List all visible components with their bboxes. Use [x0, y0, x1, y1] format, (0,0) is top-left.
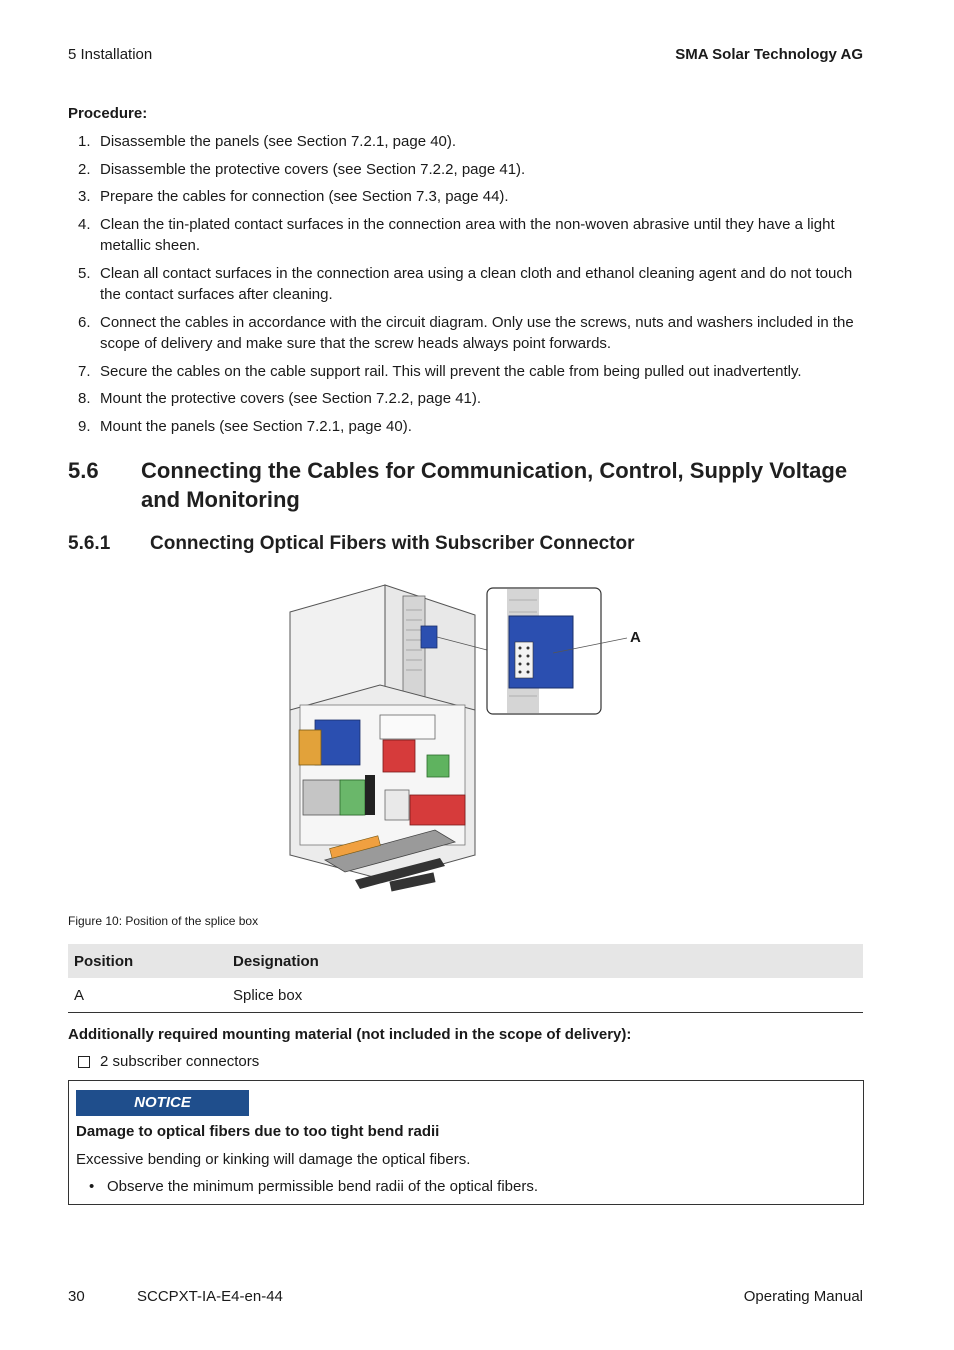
orange-relay — [299, 730, 321, 765]
material-item-text: 2 subscriber connectors — [100, 1053, 260, 1070]
callout-label: A — [630, 629, 641, 646]
procedure-step — [68, 388, 868, 410]
footer-page-number: 30 — [68, 1288, 85, 1305]
splice-box-small — [421, 626, 437, 648]
procedure-step — [68, 361, 868, 383]
red-breaker-lower — [410, 795, 465, 825]
step-number: 4. — [78, 215, 91, 233]
notice-badge: NOTICE — [76, 1090, 249, 1116]
footer-doc-id: SCCPXT-IA-E4-en-44 — [137, 1288, 283, 1305]
header-section: 5 Installation — [68, 46, 153, 63]
cabinet-illustration — [285, 580, 655, 900]
header-company: SMA Solar Technology AG — [675, 46, 863, 63]
step-text: Disassemble the protective covers (see Section 7.2.2, page 41). — [100, 160, 526, 178]
procedure-step — [68, 186, 868, 208]
din-rail-block — [385, 790, 409, 820]
step-number: 7. — [78, 362, 91, 380]
notice-box — [68, 1080, 864, 1205]
cell-designation: Splice box — [227, 978, 863, 1013]
notice-text: Excessive bending or kinking will damage the optical fibers. — [76, 1151, 471, 1168]
bullet-icon: • — [89, 1178, 95, 1195]
column-header-position: Position — [68, 944, 227, 978]
procedure-step — [68, 214, 868, 257]
footer-manual: Operating Manual — [743, 1288, 863, 1305]
procedure-step — [68, 131, 868, 153]
procedure-step — [68, 159, 868, 181]
step-number: 6. — [78, 313, 91, 331]
step-number: 3. — [78, 188, 91, 205]
position-table — [68, 944, 863, 1013]
step-text: Clean the tin-plated contact surfaces in the connection area with the non-woven abrasive until they have a light metallic sheen. — [100, 215, 835, 254]
step-text: Disassemble the panels (see Section 7.2.1, page 40). — [100, 133, 457, 150]
step-text: Mount the protective covers (see Section 7.2.2, page 41). — [100, 390, 482, 407]
step-text: Prepare the cables for connection (see Section 7.3, page 44). — [100, 188, 509, 205]
table-header-row — [68, 944, 863, 978]
subsection-number: 5.6.1 — [68, 533, 111, 554]
procedure-steps — [68, 131, 868, 443]
additional-material-title: Additionally required mounting material (not included in the scope of delivery): — [68, 1026, 632, 1043]
subsection-title: Connecting Optical Fibers with Subscriber Connector — [150, 533, 635, 554]
procedure-step — [68, 263, 868, 306]
column-header-designation: Designation — [227, 944, 863, 978]
step-number: 8. — [78, 390, 91, 407]
green-terminals — [427, 755, 449, 777]
splice-box-figure — [285, 580, 655, 900]
table-row — [68, 978, 863, 1013]
procedure-step — [68, 416, 868, 438]
cell-position: A — [68, 978, 227, 1013]
step-number: 2. — [78, 160, 91, 178]
section-number: 5.6 — [68, 458, 99, 483]
procedure-title: Procedure: — [68, 105, 148, 122]
red-breaker-upper — [383, 740, 415, 772]
label-plate — [380, 715, 435, 739]
step-number: 9. — [78, 417, 91, 435]
blue-contactor — [315, 720, 360, 765]
section-title: Connecting the Cables for Communication, Control, Supply Voltage and Monitoring — [141, 458, 848, 512]
procedure-step — [68, 312, 868, 355]
step-text: Secure the cables on the cable support rail. This will prevent the cable from being pulled out inadvertently. — [100, 362, 802, 380]
figure-caption: Figure 10: Position of the splice box — [68, 914, 259, 928]
notice-bullet — [89, 1178, 538, 1195]
step-number: 1. — [78, 133, 91, 150]
notice-title: Damage to optical fibers due to too tight bend radii — [76, 1123, 440, 1140]
checkbox-icon — [78, 1056, 90, 1068]
material-checklist-item — [78, 1053, 259, 1070]
step-text: Clean all contact surfaces in the connection area using a clean cloth and ethanol cleaning agent and do not touch the contact surfaces after cleaning. — [100, 264, 853, 303]
notice-bullet-text: Observe the minimum permissible bend radii of the optical fibers. — [107, 1178, 539, 1195]
step-text: Connect the cables in accordance with the circuit diagram. Only use the screws, nuts and washers included in the scope of delivery and make sure that the screw heads always point forwards. — [100, 313, 854, 352]
step-number: 5. — [78, 264, 91, 282]
step-text: Mount the panels (see Section 7.2.1, page 40). — [100, 417, 412, 435]
